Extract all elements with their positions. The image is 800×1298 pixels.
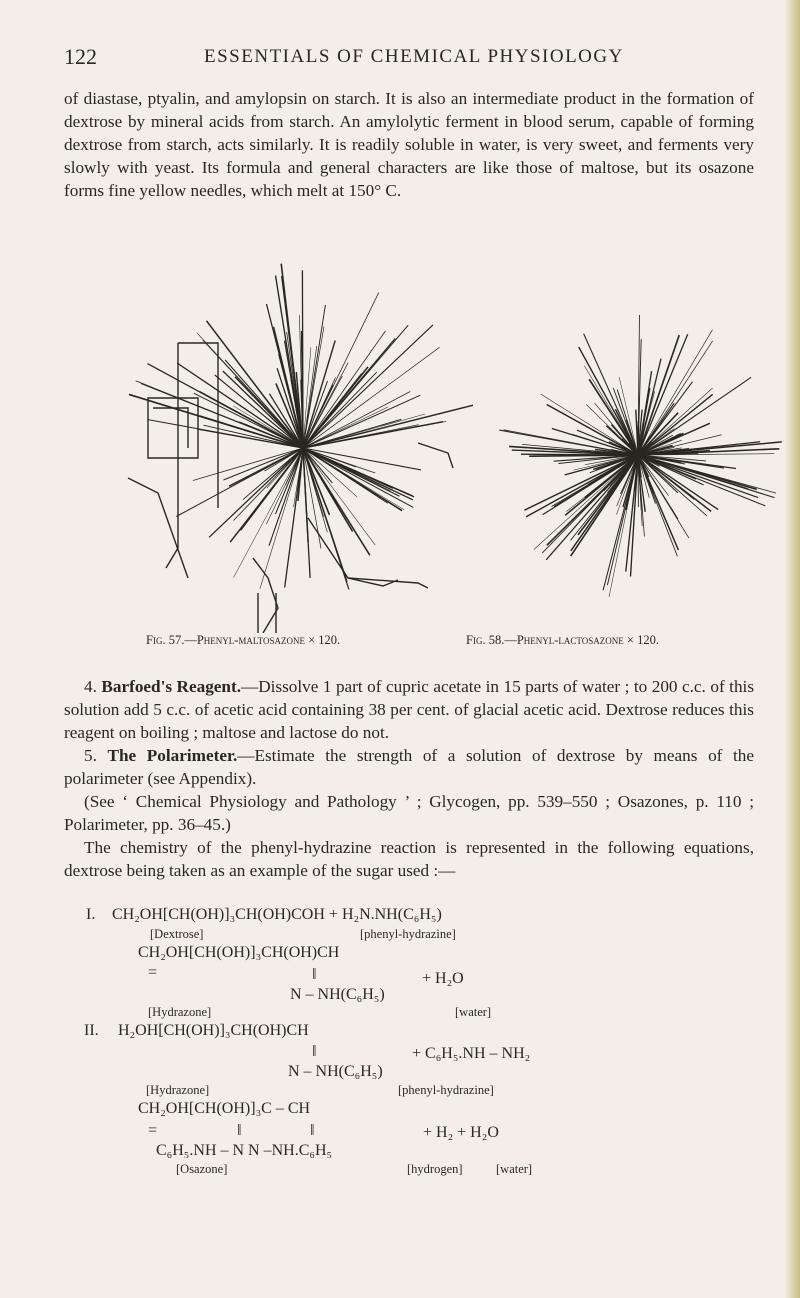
eq-1-number: I. [86, 906, 96, 923]
figure-58-caption: Fig. 58.—Phenyl-lactosazone × 120. [466, 633, 659, 647]
eq-2-double-bond-a: ‖ [237, 1122, 242, 1139]
figure-57-illustration [118, 248, 473, 633]
item-polarimeter [64, 744, 754, 790]
eq-2-plus-phenylhydrazine: + C₆H₅.NH – NH₂ [412, 1045, 531, 1062]
item-barfoed [64, 675, 754, 744]
page-header [64, 44, 754, 74]
item-5-number: 5. [84, 746, 97, 765]
paragraph-dextrin: of diastase, ptyalin, and amylopsin on starch. It is also an intermediate product in the formation of dextrose by mineral acids from starch. An amylolytic ferment in blood serum, capable of forming dextrose from starch, acts similarly. It is readily soluble in water, is very sweet, and ferments very slowly with yeast. Its formula and general characters are like those of maltose, but its osazone forms fine yellow needles, which melt at 150° C. [64, 89, 754, 200]
see-note: (See ‘ Chemical Physiology and Pathology ’ ; Glycogen, pp. 539–550 ; Osazones, p. 110 ; Polarimeter, pp. 36–45.) [64, 792, 754, 834]
eq-1-equals: = [148, 964, 158, 981]
eq-1-reactants: CH₂OH[CH(OH)]₃CH(OH)COH + H₂N.NH(C₆H₅) [112, 906, 442, 923]
label-dextrose: [Dextrose] [150, 927, 204, 941]
label-osazone: [Osazone] [176, 1162, 228, 1176]
eq-2-product-top: CH₂OH[CH(OH)]₃C – CH [138, 1100, 311, 1117]
item-5-label: The Polarimeter. [107, 746, 238, 765]
page-edge [786, 0, 800, 1298]
running-title: ESSENTIALS OF CHEMICAL PHYSIOLOGY [204, 46, 624, 67]
eq-2-number: II. [84, 1022, 99, 1039]
item-5-text: —Estimate the strength of a solution of dextrose by means of the polarimeter (see Appendix). [64, 746, 755, 788]
page-number: 122 [64, 44, 97, 69]
label-water-2: [water] [496, 1162, 533, 1176]
eq-1-product-bottom: N – NH(C₆H₅) [290, 986, 385, 1003]
eq-2-reactant-bottom: N – NH(C₆H₅) [288, 1063, 383, 1080]
item-4-text: —Dissolve 1 part of cupric acetate in 15 parts of water ; to 200 c.c. of this solution add 5 c.c. of acetic acid containing 38 per cent. of glacial acetic acid. Dextrose reduces this reagent on boiling ; maltose and lactose do not. [64, 677, 755, 742]
crystal-sheaf [129, 264, 473, 590]
item-4-number: 4. [84, 677, 97, 696]
label-hydrogen: [hydrogen] [407, 1162, 463, 1176]
eq-2-double-bond: ‖ [312, 1043, 317, 1060]
label-hydrazone-2: [Hydrazone] [146, 1083, 210, 1097]
figure-58-illustration [488, 315, 798, 620]
eq-2-double-bond-b: ‖ [310, 1122, 315, 1139]
label-phenyl-hydrazine: [phenyl-hydrazine] [360, 927, 456, 941]
item-4-label: Barfoed's Reagent. [101, 677, 241, 696]
eq-1-double-bond: ‖ [312, 966, 317, 983]
section-text [64, 675, 754, 882]
label-hydrazone-1: [Hydrazone] [148, 1005, 212, 1019]
eq-2-reactant-top: H₂OH[CH(OH)]₃CH(OH)CH [118, 1022, 309, 1039]
eq-1-product-top: CH₂OH[CH(OH)]₃CH(OH)CH [138, 944, 340, 961]
label-phenyl-hydrazine-2: [phenyl-hydrazine] [398, 1083, 494, 1097]
label-water-1: [water] [455, 1005, 492, 1019]
equations-intro: The chemistry of the phenyl-hydrazine reaction is represented in the following equations, dextrose being taken as an example of the sugar used :— [64, 838, 754, 880]
eq-2-product-bottom: C₆H₅.NH – N N –NH.C₆H₅ [156, 1142, 333, 1159]
figure-57-caption: Fig. 57.—Phenyl-maltosazone × 120. [146, 633, 341, 647]
eq-1-water: + H₂O [422, 970, 464, 987]
eq-2-byproducts: + H₂ + H₂O [423, 1124, 499, 1141]
eq-2-equals: = [148, 1122, 158, 1139]
